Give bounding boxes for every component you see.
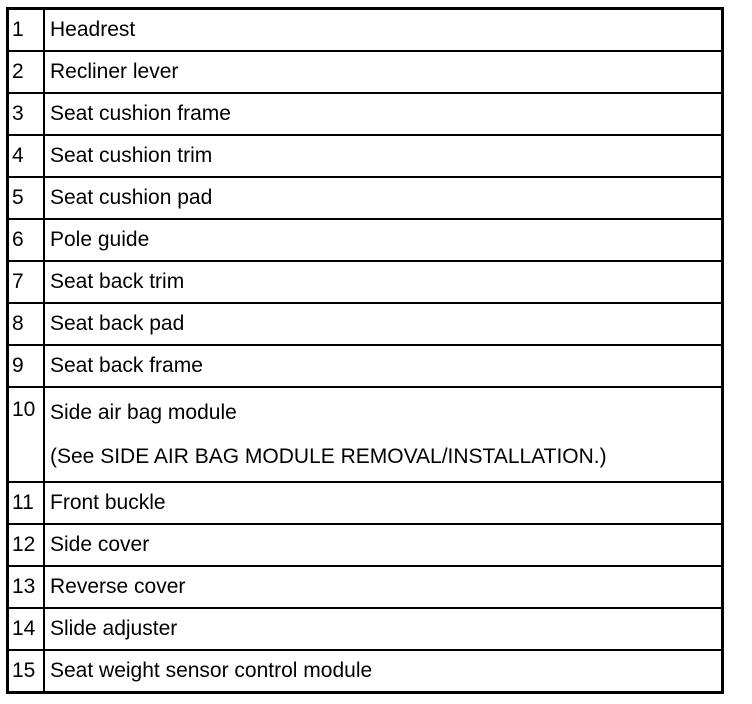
table-row [8, 177, 723, 219]
part-number: 11 [8, 482, 45, 524]
part-name: Pole guide [44, 219, 723, 261]
part-name: Seat back pad [44, 303, 723, 345]
part-name: Seat cushion pad [44, 177, 723, 219]
table-row [8, 51, 723, 93]
part-name: Seat cushion trim [44, 135, 723, 177]
table-row [8, 345, 723, 387]
table-row [8, 261, 723, 303]
part-number: 10 [8, 387, 45, 482]
part-number: 5 [8, 177, 45, 219]
part-number: 13 [8, 566, 45, 608]
table-row [8, 303, 723, 345]
part-name: Seat cushion frame [44, 93, 723, 135]
part-number: 15 [8, 650, 45, 693]
part-name: Seat back frame [44, 345, 723, 387]
part-number: 9 [8, 345, 45, 387]
table-row [8, 387, 723, 482]
table-row [8, 482, 723, 524]
part-number: 4 [8, 135, 45, 177]
part-name: Reverse cover [44, 566, 723, 608]
part-number: 12 [8, 524, 45, 566]
part-name: Seat back trim [44, 261, 723, 303]
part-name: Recliner lever [44, 51, 723, 93]
table-row [8, 524, 723, 566]
table-row [8, 93, 723, 135]
part-name: Front buckle [44, 482, 723, 524]
part-name: Side cover [44, 524, 723, 566]
part-number: 3 [8, 93, 45, 135]
parts-table [6, 7, 724, 694]
part-number: 2 [8, 51, 45, 93]
table-row [8, 650, 723, 693]
part-number: 8 [8, 303, 45, 345]
part-number: 7 [8, 261, 45, 303]
table-row [8, 9, 723, 52]
table-row [8, 566, 723, 608]
part-name: Slide adjuster [44, 608, 723, 650]
part-number: 14 [8, 608, 45, 650]
part-number: 6 [8, 219, 45, 261]
table-row [8, 608, 723, 650]
part-name: Headrest [44, 9, 723, 52]
table-row [8, 135, 723, 177]
part-name-cell [44, 387, 723, 482]
part-number: 1 [8, 9, 45, 52]
part-name: Seat weight sensor control module [44, 650, 723, 693]
part-name: Side air bag module [50, 400, 237, 424]
part-note: (See SIDE AIR BAG MODULE REMOVAL/INSTALLATION.) [50, 444, 607, 468]
table-row [8, 219, 723, 261]
